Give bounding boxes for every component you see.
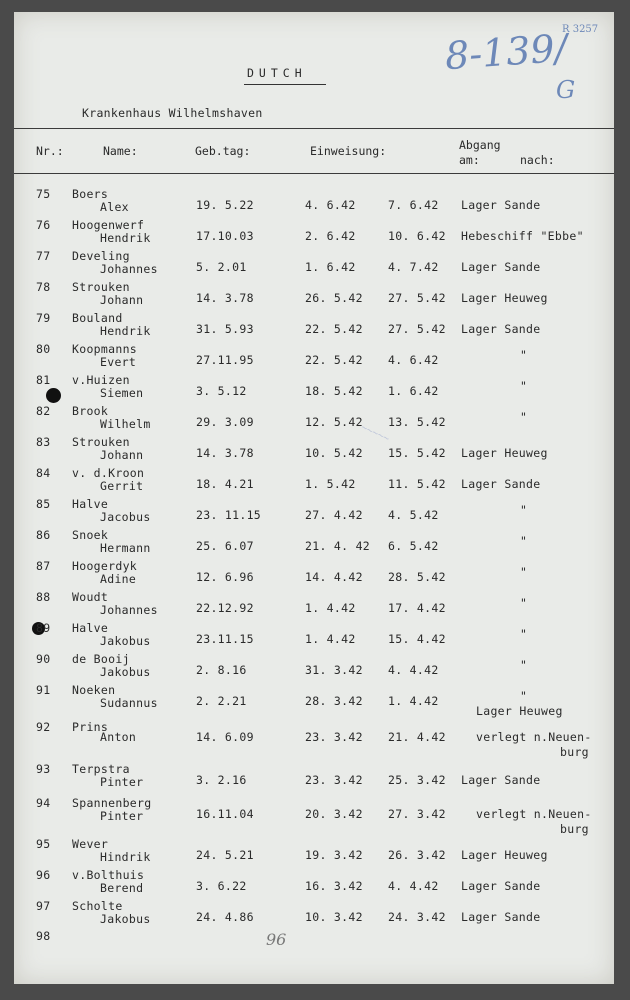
row-surname: Koopmanns xyxy=(72,342,138,356)
col-name: Name: xyxy=(103,144,138,158)
row-destination: " xyxy=(520,348,528,362)
title-underline xyxy=(244,84,326,85)
row-destination: Lager Heuweg xyxy=(461,446,548,460)
corner-reference: R 3257 xyxy=(562,24,599,35)
handwritten-reference: 8-139/ xyxy=(443,25,569,79)
row-admission-date: 10. 3.42 xyxy=(305,910,363,924)
row-surname: Strouken xyxy=(72,435,130,449)
row-surname: Snoek xyxy=(72,528,109,542)
row-number: 76 xyxy=(36,218,51,232)
row-number: 92 xyxy=(36,720,51,734)
row-number: 85 xyxy=(36,497,51,511)
row-destination: Lager Sande xyxy=(461,477,541,491)
row-surname: Noeken xyxy=(72,683,116,697)
col-nach: nach: xyxy=(520,153,555,167)
row-surname: v. d.Kroon xyxy=(72,466,145,480)
row-admission-date: 10. 5.42 xyxy=(305,446,363,460)
row-number: 91 xyxy=(36,683,51,697)
row-surname: Bouland xyxy=(72,311,123,325)
hospital-name: Krankenhaus Wilhelmshaven xyxy=(82,106,263,120)
row-number: 81 xyxy=(36,373,51,387)
row-first-name: Johann xyxy=(100,293,144,307)
row-admission-date: 20. 3.42 xyxy=(305,807,363,821)
row-birth-date: 3. 6.22 xyxy=(196,879,247,893)
row-birth-date: 24. 4.86 xyxy=(196,910,254,924)
row-first-name: Berend xyxy=(100,881,144,895)
row-birth-date: 23. 11.15 xyxy=(196,508,262,522)
row-number: 88 xyxy=(36,590,51,604)
row-first-name: Pinter xyxy=(100,775,144,789)
row-departure-date: 4. 4.42 xyxy=(388,879,439,893)
row-admission-date: 23. 3.42 xyxy=(305,730,363,744)
row-first-name: Alex xyxy=(100,200,129,214)
row-surname: Develing xyxy=(72,249,130,263)
row-first-name: Hermann xyxy=(100,541,151,555)
row-first-name: Johann xyxy=(100,448,144,462)
row-birth-date: 22.12.92 xyxy=(196,601,254,615)
row-departure-date: 11. 5.42 xyxy=(388,477,446,491)
row-number: 78 xyxy=(36,280,51,294)
row-surname: Hoogenwerf xyxy=(72,218,145,232)
row-destination: Lager Sande xyxy=(461,773,541,787)
punch-hole xyxy=(46,388,61,403)
row-number: 75 xyxy=(36,187,51,201)
row-surname: v.Huizen xyxy=(72,373,130,387)
row-admission-date: 23. 3.42 xyxy=(305,773,363,787)
row-departure-date: 24. 3.42 xyxy=(388,910,446,924)
row-admission-date: 2. 6.42 xyxy=(305,229,356,243)
row-departure-date: 27. 3.42 xyxy=(388,807,446,821)
col-abgang: Abgang xyxy=(459,138,501,152)
row-departure-date: 1. 4.42 xyxy=(388,694,439,708)
row-admission-date: 22. 5.42 xyxy=(305,353,363,367)
row-destination-continued: burg xyxy=(560,745,589,759)
row-birth-date: 3. 5.12 xyxy=(196,384,247,398)
row-destination: " xyxy=(520,379,528,393)
row-birth-date: 14. 3.78 xyxy=(196,446,254,460)
row-departure-date: 4. 6.42 xyxy=(388,353,439,367)
row-surname: Halve xyxy=(72,621,109,635)
row-first-name: Hendrik xyxy=(100,324,151,338)
row-destination: Hebeschiff "Ebbe" xyxy=(461,229,584,243)
row-admission-date: 4. 6.42 xyxy=(305,198,356,212)
row-surname: Terpstra xyxy=(72,762,130,776)
row-destination: Lager Sande xyxy=(461,879,541,893)
footer-handwritten-note: 96 xyxy=(266,930,287,949)
row-number: 87 xyxy=(36,559,51,573)
row-departure-date: 10. 6.42 xyxy=(388,229,446,243)
row-admission-date: 26. 5.42 xyxy=(305,291,363,305)
row-number: 84 xyxy=(36,466,51,480)
row-birth-date: 31. 5.93 xyxy=(196,322,254,336)
row-destination: " xyxy=(520,534,528,548)
row-destination: Lager Heuweg xyxy=(461,848,548,862)
row-destination: " xyxy=(520,410,528,424)
row-number: 82 xyxy=(36,404,51,418)
row-departure-date: 7. 6.42 xyxy=(388,198,439,212)
row-surname: Boers xyxy=(72,187,109,201)
row-birth-date: 23.11.15 xyxy=(196,632,254,646)
row-first-name: Anton xyxy=(100,730,137,744)
row-destination-continued: burg xyxy=(560,822,589,836)
row-destination: Lager Sande xyxy=(461,198,541,212)
col-einweisung: Einweisung: xyxy=(310,144,387,158)
row-destination: Lager Sande xyxy=(461,260,541,274)
row-departure-date: 26. 3.42 xyxy=(388,848,446,862)
handwritten-letter: G xyxy=(556,76,576,104)
row-number: 80 xyxy=(36,342,51,356)
row-departure-date: 4. 7.42 xyxy=(388,260,439,274)
row-surname: Scholte xyxy=(72,899,123,913)
row-first-name: Jakobus xyxy=(100,912,151,926)
row-departure-date: 15. 4.42 xyxy=(388,632,446,646)
faded-stamp-mark: ~~~~~ xyxy=(359,422,392,445)
row-departure-date: 27. 5.42 xyxy=(388,322,446,336)
row-first-name: Siemen xyxy=(100,386,144,400)
row-admission-date: 27. 4.42 xyxy=(305,508,363,522)
row-departure-date: 6. 5.42 xyxy=(388,539,439,553)
row-admission-date: 1. 4.42 xyxy=(305,601,356,615)
row-first-name: Johannes xyxy=(100,603,158,617)
row-surname: Prins xyxy=(72,720,109,734)
header-top-rule xyxy=(14,128,614,129)
row-extra-lager-heuweg: Lager Heuweg xyxy=(476,704,563,718)
row-birth-date: 12. 6.96 xyxy=(196,570,254,584)
row-surname: v.Bolthuis xyxy=(72,868,145,882)
row-birth-date: 14. 6.09 xyxy=(196,730,254,744)
row-surname: Woudt xyxy=(72,590,109,604)
row-destination: Lager Heuweg xyxy=(461,291,548,305)
row-destination: " xyxy=(520,503,528,517)
row-number: 94 xyxy=(36,796,51,810)
row-first-name: Jacobus xyxy=(100,510,151,524)
row-first-name: Hendrik xyxy=(100,231,151,245)
row-birth-date: 2. 8.16 xyxy=(196,663,247,677)
row-number: 95 xyxy=(36,837,51,851)
row-admission-date: 12. 5.42 xyxy=(305,415,363,429)
row-admission-date: 16. 3.42 xyxy=(305,879,363,893)
row-number: 97 xyxy=(36,899,51,913)
row-admission-date: 19. 3.42 xyxy=(305,848,363,862)
row-admission-date: 28. 3.42 xyxy=(305,694,363,708)
row-destination: verlegt n.Neuen- xyxy=(476,807,592,821)
row-birth-date: 29. 3.09 xyxy=(196,415,254,429)
row-destination: Lager Sande xyxy=(461,322,541,336)
row-surname: Spannenberg xyxy=(72,796,152,810)
col-am: am: xyxy=(459,153,480,167)
row-first-name: Hindrik xyxy=(100,850,151,864)
row-admission-date: 1. 5.42 xyxy=(305,477,356,491)
row-number: 96 xyxy=(36,868,51,882)
row-admission-date: 22. 5.42 xyxy=(305,322,363,336)
row-departure-date: 17. 4.42 xyxy=(388,601,446,615)
row-first-name: Jakobus xyxy=(100,665,151,679)
row-birth-date: 5. 2.01 xyxy=(196,260,247,274)
row-surname: Hoogerdyk xyxy=(72,559,138,573)
row-birth-date: 2. 2.21 xyxy=(196,694,247,708)
row-departure-date: 4. 5.42 xyxy=(388,508,439,522)
row-surname: de Booij xyxy=(72,652,130,666)
row-admission-date: 18. 5.42 xyxy=(305,384,363,398)
row-destination: verlegt n.Neuen- xyxy=(476,730,592,744)
row-first-name: Jakobus xyxy=(100,634,151,648)
row-admission-date: 31. 3.42 xyxy=(305,663,363,677)
row-departure-date: 1. 6.42 xyxy=(388,384,439,398)
row-departure-date: 13. 5.42 xyxy=(388,415,446,429)
row-surname: Strouken xyxy=(72,280,130,294)
row-destination: " xyxy=(520,565,528,579)
row-birth-date: 14. 3.78 xyxy=(196,291,254,305)
row-departure-date: 21. 4.42 xyxy=(388,730,446,744)
row-first-name: Sudannus xyxy=(100,696,158,710)
row-number: 83 xyxy=(36,435,51,449)
row-first-name: Pinter xyxy=(100,809,144,823)
row-departure-date: 4. 4.42 xyxy=(388,663,439,677)
row-first-name: Wilhelm xyxy=(100,417,151,431)
row-destination: " xyxy=(520,596,528,610)
row-number: 89 xyxy=(36,621,51,635)
row-surname: Halve xyxy=(72,497,109,511)
row-destination: " xyxy=(520,627,528,641)
row-number: 79 xyxy=(36,311,51,325)
row-number: 77 xyxy=(36,249,51,263)
row-admission-date: 1. 4.42 xyxy=(305,632,356,646)
row-surname: Brook xyxy=(72,404,109,418)
page-title: DUTCH xyxy=(247,66,307,80)
row-number: 86 xyxy=(36,528,51,542)
last-row-number: 98 xyxy=(36,929,51,943)
row-departure-date: 27. 5.42 xyxy=(388,291,446,305)
row-number: 90 xyxy=(36,652,51,666)
row-birth-date: 3. 2.16 xyxy=(196,773,247,787)
row-admission-date: 1. 6.42 xyxy=(305,260,356,274)
row-number: 93 xyxy=(36,762,51,776)
row-destination: " xyxy=(520,658,528,672)
row-surname: Wever xyxy=(72,837,109,851)
row-admission-date: 21. 4. 42 xyxy=(305,539,371,553)
col-geb: Geb.tag: xyxy=(195,144,251,158)
header-bottom-rule xyxy=(14,173,614,174)
row-destination: Lager Sande xyxy=(461,910,541,924)
row-first-name: Evert xyxy=(100,355,137,369)
row-admission-date: 14. 4.42 xyxy=(305,570,363,584)
col-nr: Nr.: xyxy=(36,144,64,158)
row-departure-date: 15. 5.42 xyxy=(388,446,446,460)
row-birth-date: 16.11.04 xyxy=(196,807,254,821)
row-destination: " xyxy=(520,689,528,703)
row-first-name: Gerrit xyxy=(100,479,144,493)
row-birth-date: 25. 6.07 xyxy=(196,539,254,553)
row-departure-date: 25. 3.42 xyxy=(388,773,446,787)
row-first-name: Johannes xyxy=(100,262,158,276)
row-birth-date: 17.10.03 xyxy=(196,229,254,243)
row-birth-date: 24. 5.21 xyxy=(196,848,254,862)
row-birth-date: 18. 4.21 xyxy=(196,477,254,491)
row-birth-date: 27.11.95 xyxy=(196,353,254,367)
row-first-name: Adine xyxy=(100,572,137,586)
row-birth-date: 19. 5.22 xyxy=(196,198,254,212)
row-departure-date: 28. 5.42 xyxy=(388,570,446,584)
